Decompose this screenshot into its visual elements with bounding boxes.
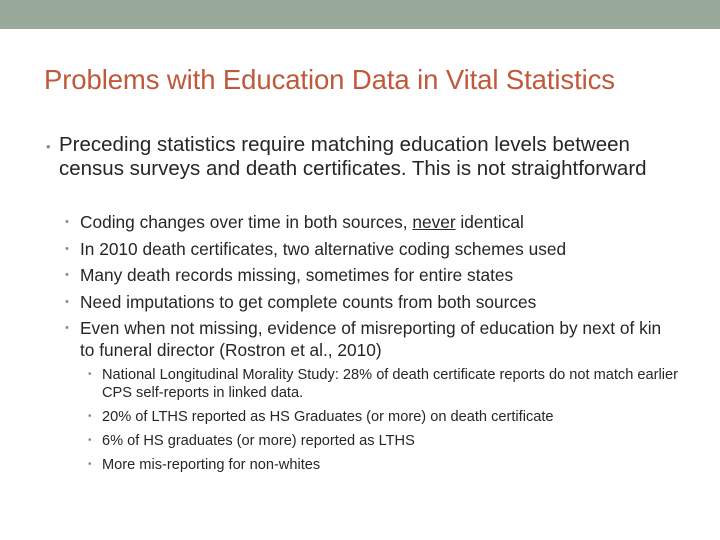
sub-bullet-text: Coding changes over time in both sources, [80, 212, 413, 232]
bullet-dot: • [65, 243, 69, 255]
subsub-bullet-hs-graduates: 6% of HS graduates (or more) reported as LTHS [102, 433, 415, 449]
underlined-word: never [412, 212, 456, 232]
slide-title: Problems with Education Data in Vital Statistics [44, 64, 615, 95]
sub-bullet-coding-changes [80, 211, 690, 233]
bullet-dot: • [46, 139, 51, 154]
main-bullet-text: Preceding statistics require matching education levels between census surveys and death certificates. This is not straightforward [59, 133, 647, 180]
sub-bullet-missing-records: Many death records missing, sometimes for entire states [80, 265, 514, 285]
bullet-dot: • [65, 296, 69, 308]
sub-bullet-text: identical [455, 212, 524, 232]
subsub-bullet-non-whites: More mis-reporting for non-whites [102, 457, 321, 473]
sub-bullet-misreporting: Even when not missing, evidence of misreporting of education by next of kin to funeral director (Rostron et al., 2010) [80, 318, 662, 360]
sub-bullet-coding-schemes: In 2010 death certificates, two alternative coding schemes used [80, 239, 567, 259]
bullet-dot: • [88, 369, 92, 380]
bullet-dot: • [65, 269, 69, 281]
bullet-dot: • [65, 216, 69, 228]
bullet-dot: • [88, 435, 92, 446]
subsub-bullet-nlms: National Longitudinal Morality Study: 28% of death certificate reports do not match earlier CPS self-reports in linked data. [102, 367, 678, 401]
sub-bullet-imputations: Need imputations to get complete counts from both sources [80, 292, 537, 312]
bullet-dot: • [88, 411, 92, 422]
bullet-dot: • [65, 322, 69, 334]
bullet-dot: • [88, 459, 92, 470]
subsub-bullet-lths: 20% of LTHS reported as HS Graduates (or more) on death certificate [102, 409, 554, 425]
